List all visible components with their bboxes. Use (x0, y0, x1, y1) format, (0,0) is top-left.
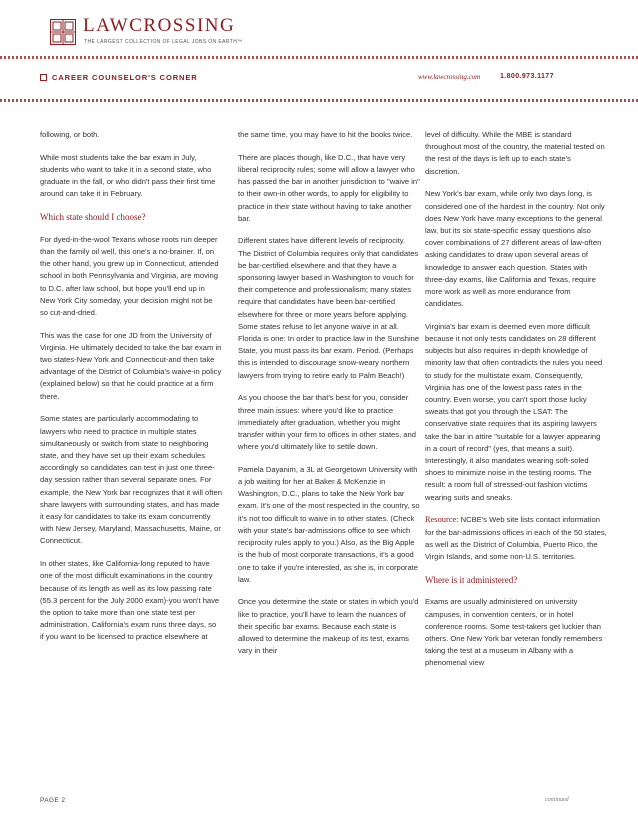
paragraph-text: For dyed-in-the-wool Texans whose roots run deeper than the family oil well, this one's a no-brainer. If, on the other hand, you grew up in Connecticut, attended school in both Pennsylvania and Virginia, are moving to D.C. after law school, but hope you'll end up in New York City someday, your decision might not be so cut-and-dried. (40, 234, 219, 317)
body-paragraph (238, 129, 420, 141)
section-heading: Which state should I choose? (40, 212, 146, 223)
paragraph-text: NCBE's Web site lists contact information for the bar-admissions offices in each of the 50 states, as well as the District of Columbia, Puerto Rico, the Virgin Islands, and some non-U.S. territories. (425, 515, 607, 561)
logo-grid-icon (50, 19, 76, 45)
paragraph-text: Once you determine the state or states in which you'd like to practice, you'll have to learn the nuances of their specific bar exams. Because each state is allowed to determine the makeup of its test, exams vary in their (238, 597, 419, 656)
paragraph-text: There are places though, like D.C., that have very liberal reciprocity rules; some will allow a lawyer who has passed the bar in another jurisdiction to "waive in" to their own-in other words, to apply for eligibility to practice in their state without having to take another bar. (238, 152, 420, 223)
body-paragraph (238, 392, 420, 453)
body-paragraph (238, 235, 420, 381)
brand-tagline: THE LARGEST COLLECTION OF LEGAL JOBS ON EARTH™ (84, 39, 243, 45)
section-label: CAREER COUNSELOR'S CORNER (52, 73, 198, 82)
body-paragraph (238, 596, 420, 657)
paragraph-text: Different states have different levels of reciprocity. The District of Columbia requires only that candidates be bar-certified elsewhere and that they have a sponsoring lawyer based in Washington to vouch for their competence and professionalism; many states require that candidates have been bar-certified elsewhere for three or more years before applying. Some states refuse to let anyone waive in at all. Florida is one: In order to practice law in the Sunshine State, you must pass its bar exam. Period. (Perhaps this is intended to discourage snow-weary northern lawyers from trying to retire early to Palm Beach!) (238, 236, 420, 380)
section-square-icon (40, 74, 47, 81)
section-heading: Where is it administered? (425, 574, 518, 585)
body-paragraph (425, 514, 607, 563)
paragraph-text: Virginia's bar exam is deemed even more difficult because it not only tests candidates on 28 different subjects but also requires in-depth knowledge of minority law that often contradicts the rules you need to study for the multistate exam. Consequently, Virginia has one of the lowest pass rates in the country. Even worse, you can't sport those lucky sweats that got you through the LSAT: The conservative state requires that its aspiring lawyers take the bar in attire "suitable for a lawyer appearing in a court of record" (yes, that means a suit). Interestingly, it also mandates wearing soft-soled shoes to minimize noise in the testing rooms. The result: a room full of stressed-out fashion victims wearing suits and sneaks. (425, 321, 603, 502)
body-paragraph (40, 234, 222, 319)
body-paragraph (238, 152, 420, 225)
resource-lead: Resource: (425, 515, 459, 525)
paragraph-text: While most students take the bar exam in July, students who want to take it in a second state, who graduate in the fall, or who didn't pass their first time around can take it in February. (40, 152, 216, 199)
body-paragraph (40, 558, 222, 643)
header-divider-top (0, 56, 638, 59)
body-paragraph (425, 188, 607, 310)
body-paragraph (40, 330, 222, 403)
paragraph-text: the same time, you may have to hit the books twice. (238, 130, 413, 139)
paragraph-text: In other states, like California-long reputed to have one of the most difficult examinations in the country because of its length as well as its low passing rate (55.3 percent for the July 2000 exam)-you won't have the option to take more than one state test per administration. California's exam runs three days, so if you want to be licensed to practice elsewhere at (40, 559, 220, 642)
body-paragraph (425, 321, 607, 504)
paragraph-text: As you choose the bar that's best for you, consider three main issues: where you'd like to practice immediately after graduation, whether you might transfer within your firm to offices in other states, and where you'd ultimately like to settle down. (238, 393, 416, 452)
column-2 (238, 129, 420, 668)
paragraph-text: This was the case for one JD from the University of Virginia. He ultimately decided to take the bar exam in two states-New York and Connecticut-and then take advantage of the District of Columbia's waive-in policy (explained below) so that he could practice at a firm there. (40, 330, 222, 401)
body-paragraph (425, 129, 607, 178)
column-3 (425, 129, 607, 680)
paragraph-text: New York's bar exam, while only two days long, is considered one of the hardest in the country. Not only does New York have many exceptions to the general law, but its six state-specific essay questions also cover combinations of 27 different areas of law-often asking candidates to draw upon several areas of knowledge to answer each question. States with three-day exams, like California and Texas, require more work as well as more endurance from candidates. (425, 189, 605, 309)
paragraph-text: Exams are usually administered on university campuses, in convention centers, or in hotel conference rooms. Some test-takers get luckier than others. One New York bar veteran fondly remembers taking the test at a museum in Albany with a phenomenal view (425, 597, 603, 668)
body-paragraph (238, 464, 420, 586)
website-link[interactable]: www.lawcrossing.com (418, 73, 481, 81)
body-paragraph (425, 596, 607, 669)
phone-number: 1.800.973.1177 (500, 73, 554, 80)
section-bar (40, 71, 600, 87)
paragraph-text: following, or both. (40, 130, 100, 139)
paragraph-text: Some states are particularly accommodating to lawyers who need to practice in multiple states simultaneously or switch from state to neighboring state, and they have set up their exam schedules accordingly so candidates can test in just one three-day session rather than several separate ones. For example, the New York bar recognizes that it will often share lawyers with surrounding states, and has made it easy for candidates to take its exam concurrently with New Jersey, Maryland, Massachusetts, Maine, or Connecticut. (40, 414, 222, 546)
page-number: PAGE 2 (40, 797, 66, 804)
paragraph-text: level of difficulty. While the MBE is standard throughout most of the country, the material tested on the rest of the days is left up to each state's discretion. (425, 130, 605, 176)
column-1 (40, 129, 222, 654)
body-paragraph (40, 152, 222, 201)
body-paragraph (40, 413, 222, 547)
brand-name: LAWCROSSING (83, 15, 236, 36)
header-divider-bottom (0, 99, 638, 102)
continued-label[interactable]: continued (545, 797, 569, 803)
paragraph-text: Pamela Dayanim, a 3L at Georgetown University with a job waiting for her at Baker & McKenzie in Washington, D.C., plans to take the New York bar exam. It's one of the most respected in the country, so it's not too difficult to waive in to other states. (Check with your state's bar-admissions office to see which reciprocity rules apply to you.) Also, as the Big Apple is the hub of most corporate transactions, it's a good one to take if you're interested, as she is, in corporate law. (238, 464, 420, 584)
body-paragraph (40, 129, 222, 141)
